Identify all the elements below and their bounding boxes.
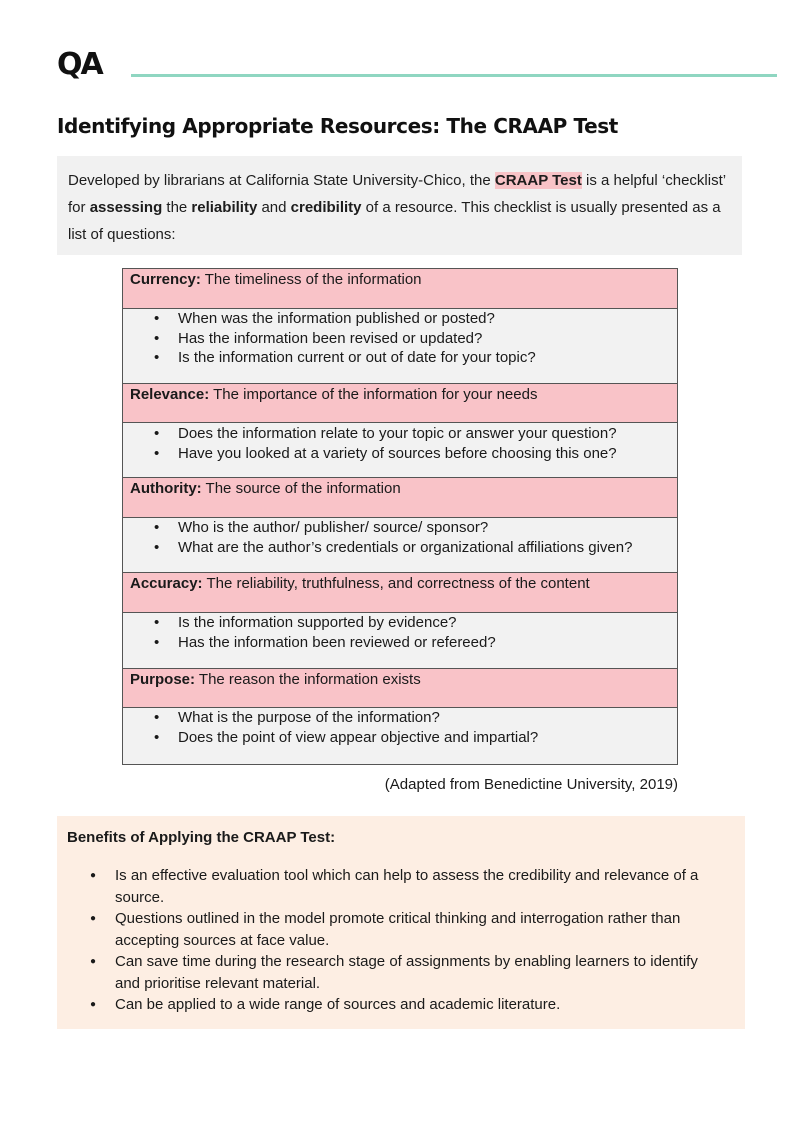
intro-bold: reliability <box>191 199 258 216</box>
question-item: • Is the information current or out of date for your topic? <box>123 348 677 368</box>
question-item: • Have you looked at a variety of sources before choosing this one? <box>123 444 677 464</box>
criterion-authority <box>123 478 677 518</box>
question-item: • Who is the author/ publisher/ source/ sponsor? <box>123 518 677 538</box>
criterion-term: Authority: <box>130 480 202 497</box>
questions-currency <box>123 309 677 384</box>
craap-table <box>122 268 678 765</box>
criterion-purpose <box>123 669 677 708</box>
qa-logo: QA <box>57 47 102 82</box>
criterion-description: The timeliness of the information <box>200 271 422 288</box>
benefits-list <box>67 865 725 1016</box>
intro-text: is a helpful ‘checklist’ for <box>68 172 726 216</box>
criterion-description: The reliability, truthfulness, and correctness of the content <box>202 575 590 592</box>
criterion-term: Relevance: <box>130 386 210 403</box>
criterion-term: Purpose: <box>130 671 196 688</box>
questions-relevance <box>123 423 677 478</box>
criterion-description: The source of the information <box>201 480 401 497</box>
craap-highlight: CRAAP Test <box>494 172 582 189</box>
criterion-currency <box>123 269 677 309</box>
question-item: • Does the point of view appear objective and impartial? <box>123 728 677 748</box>
questions-accuracy <box>123 613 677 669</box>
question-item: • What are the author’s credentials or organizational affiliations given? <box>123 538 677 558</box>
question-item: • Does the information relate to your topic or answer your question? <box>123 424 677 444</box>
questions-purpose <box>123 708 677 764</box>
question-item: • Is the information supported by evidence? <box>123 613 677 633</box>
benefit-item: ● Is an effective evaluation tool which can help to assess the credibility and relevance of a source. <box>67 865 725 908</box>
criterion-term: Currency: <box>130 271 201 288</box>
criterion-term: Accuracy: <box>130 575 203 592</box>
intro-box <box>57 156 742 255</box>
intro-text: Developed by librarians at California State University-Chico, the <box>68 172 495 189</box>
benefit-item: ● Questions outlined in the model promote critical thinking and interrogation rather than accepting sources at face value. <box>67 908 725 951</box>
criterion-relevance <box>123 384 677 423</box>
page-title: Identifying Appropriate Resources: The CRAAP Test <box>57 114 618 138</box>
question-item: • What is the purpose of the information? <box>123 708 677 728</box>
benefits-heading: Benefits of Applying the CRAAP Test: <box>67 829 336 846</box>
header-rule <box>131 74 777 77</box>
questions-authority <box>123 518 677 573</box>
intro-text: of a resource. This checklist is usually presented as a list of questions: <box>68 199 721 243</box>
intro-text: the <box>162 199 192 216</box>
benefit-item: ● Can be applied to a wide range of sources and academic literature. <box>67 994 725 1016</box>
question-item: • Has the information been revised or updated? <box>123 329 677 349</box>
source-citation: (Adapted from Benedictine University, 2019) <box>384 776 678 793</box>
criterion-description: The importance of the information for your needs <box>209 386 538 403</box>
criterion-accuracy <box>123 573 677 613</box>
intro-text: and <box>257 199 291 216</box>
intro-bold: assessing <box>89 199 163 216</box>
benefits-box <box>57 816 745 1029</box>
question-item: • When was the information published or posted? <box>123 309 677 329</box>
question-item: • Has the information been reviewed or refereed? <box>123 633 677 653</box>
benefit-item: ● Can save time during the research stage of assignments by enabling learners to identify and prioritise relevant material. <box>67 951 725 994</box>
intro-bold: credibility <box>290 199 362 216</box>
criterion-description: The reason the information exists <box>195 671 421 688</box>
